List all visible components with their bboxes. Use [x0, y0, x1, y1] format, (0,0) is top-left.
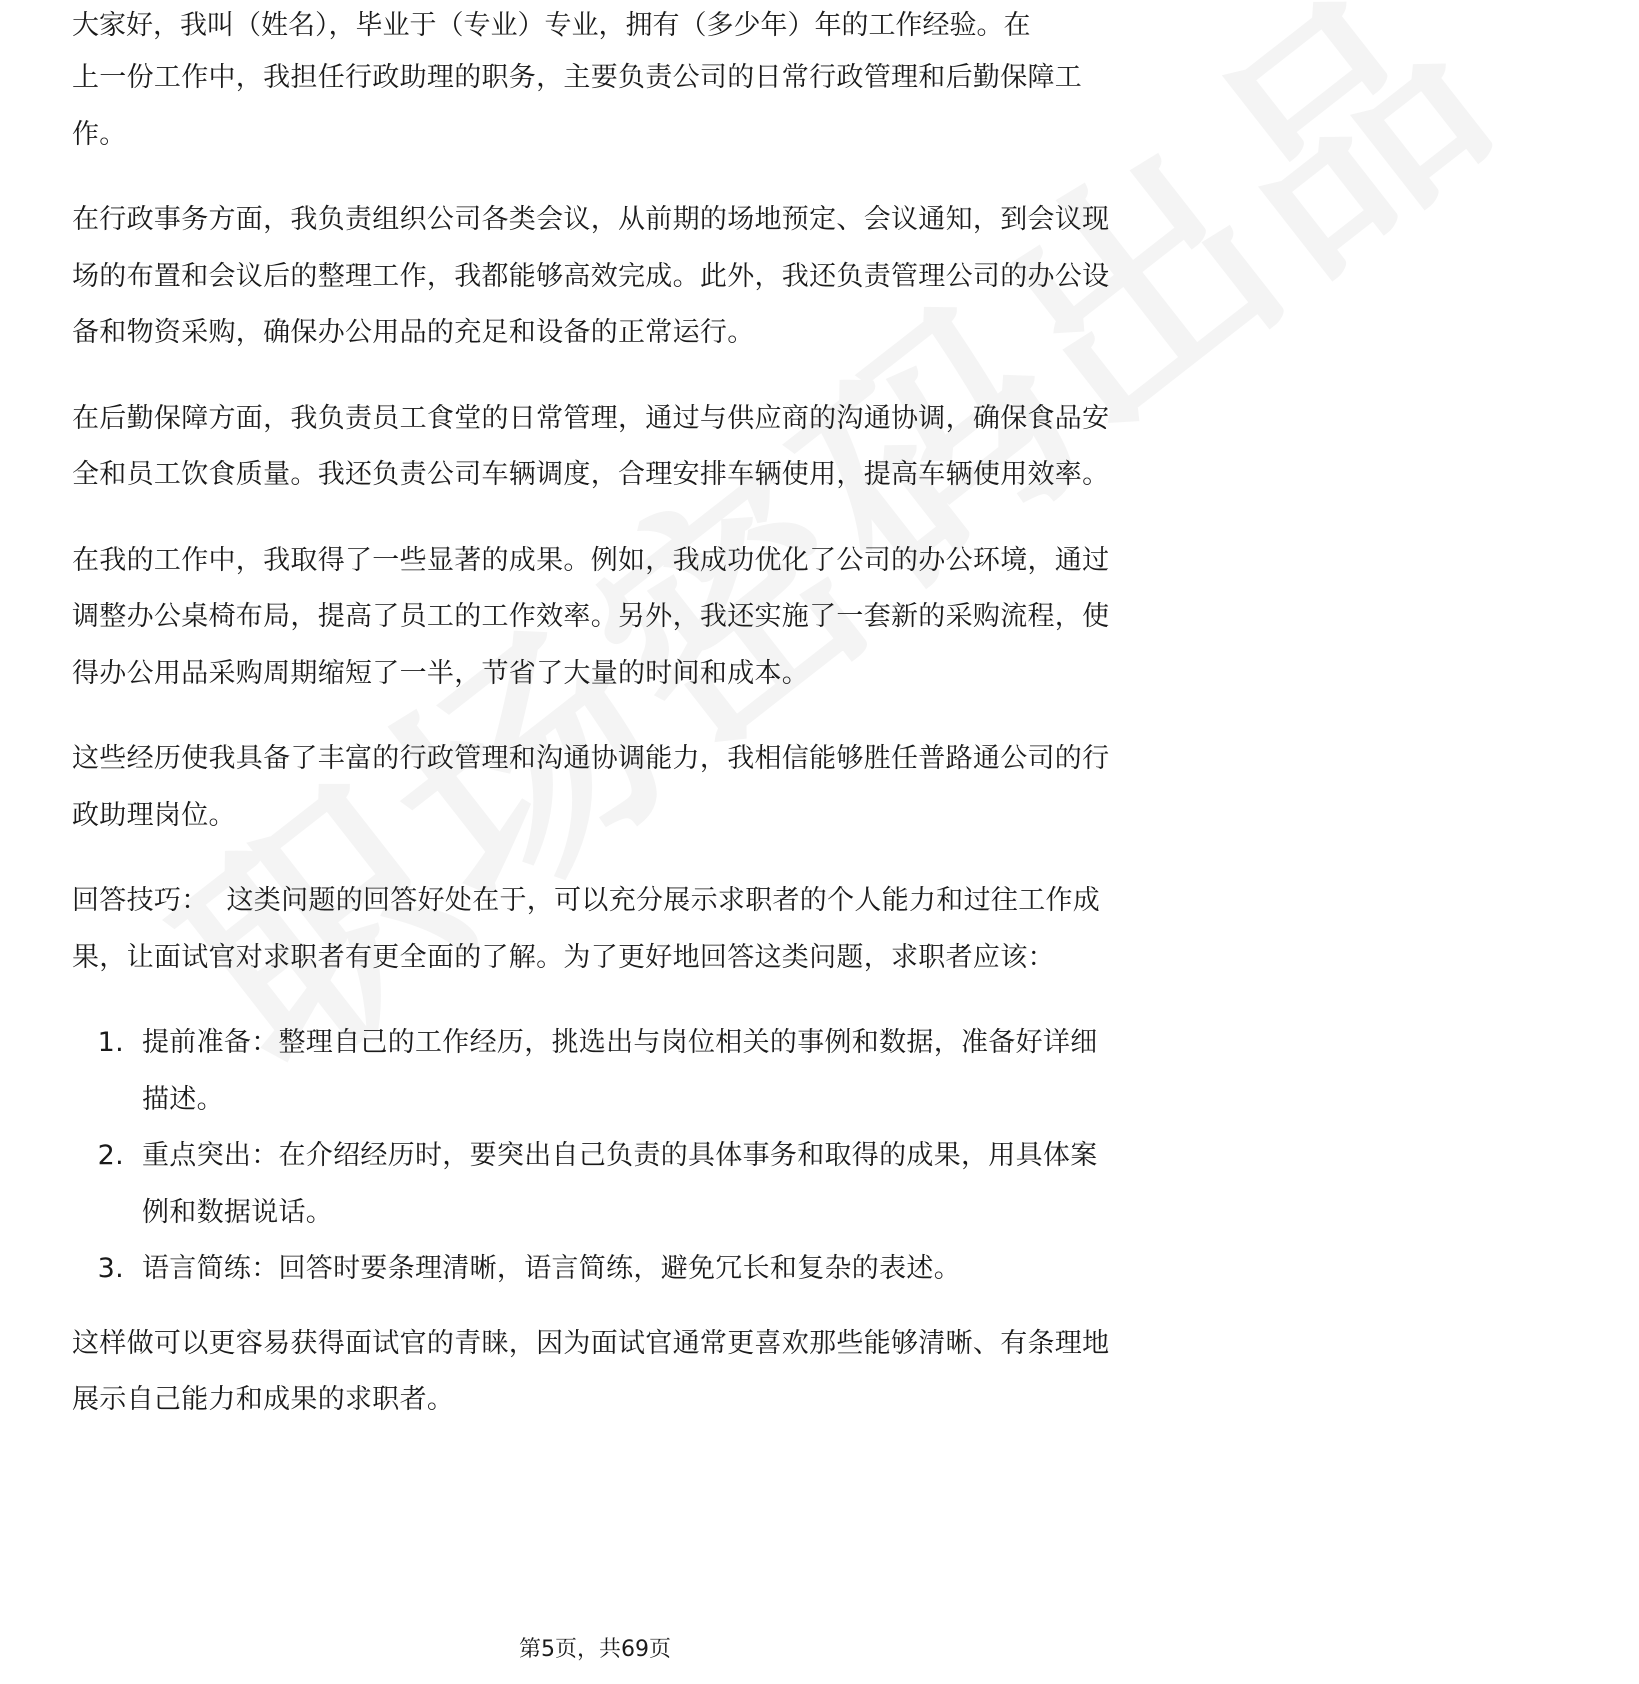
tips-list — [72, 1015, 1122, 1298]
list-item-number: 3. — [97, 1253, 124, 1284]
list-item-text: 语言简练：回答时要条理清晰，语言简练，避免冗长和复杂的表述。 — [142, 1253, 961, 1284]
tips-intro-text: 这类问题的回答好处在于，可以充分展示求职者的个人能力和过往工作成果，让面试官对求职者有更全面的了解。为了更好地回答这类问题，求职者应该： — [72, 885, 1101, 973]
tips-intro — [72, 873, 1122, 986]
list-item — [72, 1128, 1122, 1241]
document-body — [72, 10, 1122, 1458]
list-item-text: 重点突出：在介绍经历时，要突出自己负责的具体事务和取得的成果，用具体案例和数据说话。 — [142, 1140, 1098, 1228]
list-item-text: 提前准备：整理自己的工作经历，挑选出与岗位相关的事例和数据，准备好详细描述。 — [142, 1027, 1098, 1115]
paragraph-logistics: 在后勤保障方面，我负责员工食堂的日常管理，通过与供应商的沟通协调，确保食品安全和员工饮食质量。我还负责公司车辆调度，合理安排车辆使用，提高车辆使用效率。 — [72, 402, 1110, 490]
clipped-top-text: 大家好，我叫（姓名），毕业于（专业）专业，拥有（多少年）年的工作经验。在 — [72, 10, 1031, 41]
paragraph-intro: 上一份工作中，我担任行政助理的职务，主要负责公司的日常行政管理和后勤保障工作。 — [72, 62, 1083, 150]
tips-label: 回答技巧： — [72, 885, 209, 916]
list-item-number: 1. — [97, 1027, 124, 1058]
paragraph-achievements: 在我的工作中，我取得了一些显著的成果。例如，我成功优化了公司的办公环境，通过调整办公桌椅布局，提高了员工的工作效率。另外，我还实施了一套新的采购流程，使得办公用品采购周期缩短了一半，节省了大量的时间和成本。 — [72, 544, 1110, 689]
list-item-number: 2. — [97, 1140, 124, 1171]
tips-conclusion: 这样做可以更容易获得面试官的青睐，因为面试官通常更喜欢那些能够清晰、有条理地展示自己能力和成果的求职者。 — [72, 1327, 1110, 1415]
paragraph-summary: 这些经历使我具备了丰富的行政管理和沟通协调能力，我相信能够胜任普路通公司的行政助理岗位。 — [72, 743, 1110, 831]
paragraph-admin-affairs: 在行政事务方面，我负责组织公司各类会议，从前期的场地预定、会议通知，到会议现场的布置和会议后的整理工作，我都能够高效完成。此外，我还负责管理公司的办公设备和物资采购，确保办公用品的充足和设备的正常运行。 — [72, 204, 1110, 348]
page-number: 第5页，共69页 — [519, 1637, 671, 1662]
clipped-top-line — [72, 10, 1122, 50]
list-item — [72, 1015, 1122, 1128]
list-item — [72, 1241, 1122, 1298]
